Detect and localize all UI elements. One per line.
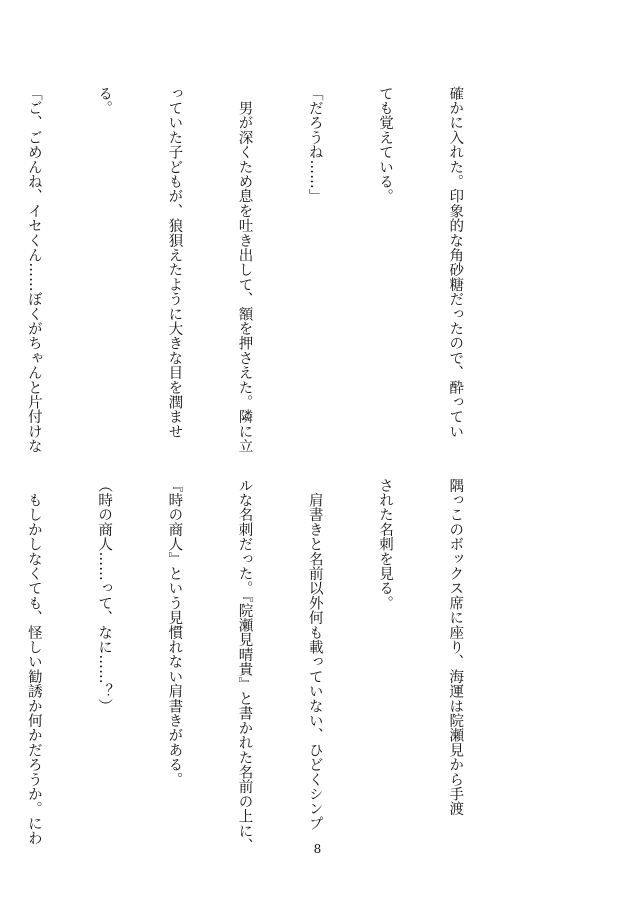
text-line: 確かに入れた。印象的な角砂糖だったので、酔ってい — [447, 86, 464, 439]
text-line: （時の商人……って、なに……？） — [96, 478, 113, 714]
text-line: 「ご、ごめんね、イセくん……ぼくがちゃんと片付けな — [25, 86, 42, 454]
text-line: ても覚えている。 — [376, 86, 393, 204]
text-line: 肩書きと名前以外何も載っていない、ひどくシンプ — [306, 478, 323, 831]
text-block-upper — [25, 86, 513, 454]
page-number: 8 — [313, 842, 322, 856]
text-line: 男が深くため息を吐き出して、額を押さえた。隣に立 — [236, 86, 253, 454]
text-line: 隅っこのボックス席に座り、海運は院瀬見から手渡 — [447, 478, 464, 817]
text-line: る。 — [96, 86, 113, 116]
text-block-lower — [25, 478, 513, 853]
text-line: 『時の商人』という見慣れない肩書きがある。 — [166, 478, 183, 787]
text-line: っていた子どもが、狼狽えたように大きな目を潤ませ — [166, 86, 183, 439]
text-line: された名刺を見る。 — [376, 478, 393, 611]
text-line: 「だろうね……」 — [306, 86, 323, 204]
text-line: もしかしなくても、怪しい勧誘か何かだろうか。にわ — [25, 478, 42, 846]
text-line: ルな名刺だった。『院瀬見晴貴』と書かれた名前の上に、 — [236, 478, 253, 853]
